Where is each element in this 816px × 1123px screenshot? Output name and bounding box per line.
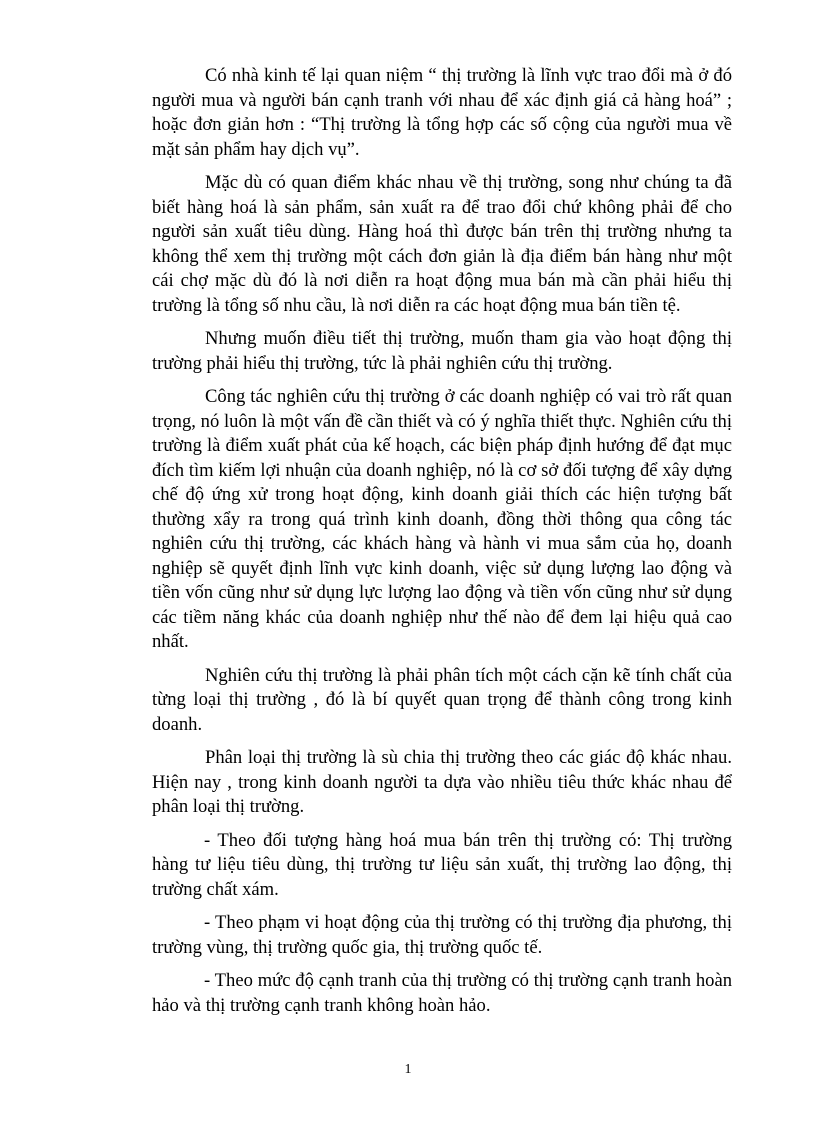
- bullet-by-scope: - Theo phạm vi hoạt động của thị trường có thị trường địa phương, thị trường vùng, thị trường quốc gia, thị trường quốc tế.: [152, 912, 732, 958]
- paragraph-market-analysis: Nghiên cứu thị trường là phải phân tích một cách cặn kẽ tính chất của từng loại thị trường , đó là bí quyết quan trọng để thành công trong kinh doanh.: [152, 664, 732, 735]
- document-body: [152, 64, 732, 1027]
- paragraph-market-definition: Có nhà kinh tế lại quan niệm “ thị trường là lĩnh vực trao đổi mà ở đó người mua và người bán cạnh tranh với nhau để xác định giá cả hàng hoá” ; hoặc đơn giản hơn : “Thị trường là tổng hợp các số cộng của người mua về mặt sản phẩm hay dịch vụ”.: [152, 65, 732, 160]
- paragraph-market-views: Mặc dù có quan điểm khác nhau về thị trường, song như chúng ta đã biết hàng hoá là sản phẩm, sản xuất ra để trao đổi chứ không phải để cho người sản xuất tiêu dùng. Hàng hoá thì được bán trên thị trường nhưng ta không thể xem thị trường một cách đơn giản là địa điểm bán hàng như một cái chợ mặc dù đó là nơi diễn ra hoạt động mua bán mà cần phải hiểu thị trường là tổng số nhu cầu, là nơi diễn ra các hoạt động mua bán tiền tệ.: [152, 172, 732, 316]
- page-number: 1: [404, 1062, 412, 1077]
- bullet-by-competition: - Theo mức độ cạnh tranh của thị trường có thị trường cạnh tranh hoàn hảo và thị trường cạnh tranh không hoàn hảo.: [152, 970, 732, 1016]
- paragraph-market-research-role: Công tác nghiên cứu thị trường ở các doanh nghiệp có vai trò rất quan trọng, nó luôn là một vấn đề cần thiết và có ý nghĩa thiết thực. Nghiên cứu thị trường là điểm xuất phát của kế hoạch, các biện pháp định hướng để đạt mục đích tìm kiếm lợi nhuận của doanh nghiệp, nó là cơ sở đối tượng để xây dựng chế độ ứng xử trong hoạt động, kinh doanh giải thích các hiện tượng bất thường xẩy ra trong quá trình kinh doanh, đồng thời thông qua công tác nghiên cứu thị trường, các khách hàng và hành vi mua sắm của họ, doanh nghiệp sẽ quyết định lĩnh vực kinh doanh, việc sử dụng lượng lao động và tiền vốn cũng như sử dụng lực lượng lao động và tiền vốn cũng như sử dụng các tiềm năng khác của doanh nghiệp như thế nào để đem lại hiệu quả cao nhất.: [152, 386, 732, 652]
- paragraph-market-regulation: Nhưng muốn điều tiết thị trường, muốn tham gia vào hoạt động thị trường phải hiểu thị trường, tức là phải nghiên cứu thị trường.: [152, 328, 732, 374]
- bullet-by-goods: - Theo đối tượng hàng hoá mua bán trên thị trường có: Thị trường hàng tư liệu tiêu dùng, thị trường tư liệu sản xuất, thị trường lao động, thị trường chất xám.: [152, 829, 732, 900]
- paragraph-market-classification: Phân loại thị trường là sù chia thị trường theo các giác độ khác nhau. Hiện nay , trong kinh doanh người ta dựa vào nhiều tiêu thức khác nhau để phân loại thị trường.: [152, 747, 732, 817]
